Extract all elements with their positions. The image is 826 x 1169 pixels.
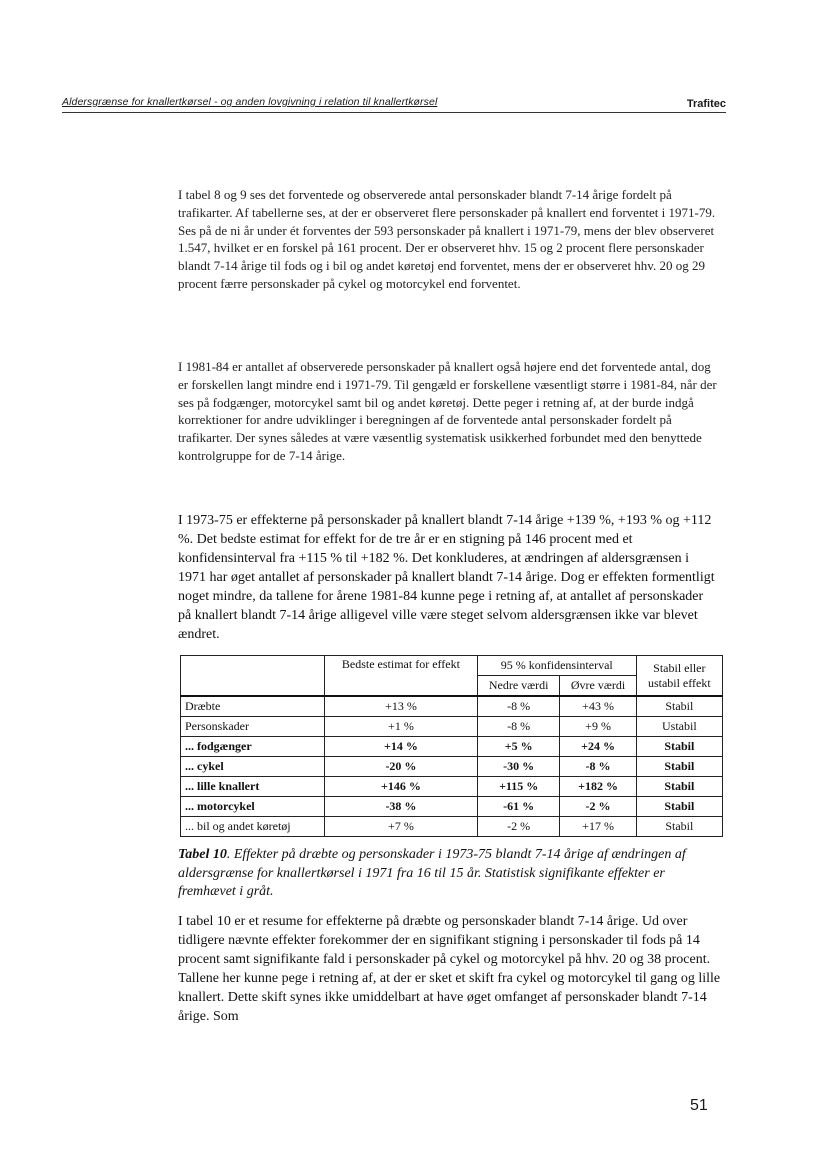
paragraph-2: I 1981-84 er antallet af observerede personskader på knallert også højere end det forventede antal, dog er forskellen langt mindre end i 1971-79. Til gengæld er forskellene væsentligt større i 1981-84, når der ses på fodgænger, motorcykel samt bil og andet køretøj. Dette peger i retning af, at der burde indgå korrektioner for andre udviklinger i beregningen af de forventede antal personskader fordelt på trafikarter. Der synes således at være væsentlig systematisk usikkerhed forbundet med den benyttede kontrolgruppe for de 7-14 årige. (178, 359, 717, 463)
row-label: ... motorcykel (181, 797, 325, 817)
row-label: ... fodgænger (181, 737, 325, 757)
stability-cell: Stabil (636, 817, 722, 837)
upper-cell: -2 % (560, 797, 636, 817)
caption-text: . Effekter på dræbte og personskader i 1973-75 blandt 7-14 årige af ændringen af aldersgrænse for knallertkørsel i 1971 fra 16 til 15 år. Statistisk signifikante effekter er fremhævet i gråt. (178, 847, 686, 899)
lower-cell: -8 % (477, 696, 560, 717)
stability-cell: Stabil (636, 737, 722, 757)
table-row (181, 797, 723, 817)
best-estimate-cell: +13 % (325, 696, 478, 717)
lower-cell: -61 % (477, 797, 560, 817)
lower-cell: -2 % (477, 817, 560, 837)
effects-table (180, 655, 723, 837)
lower-cell: +115 % (477, 777, 560, 797)
header-stability (636, 656, 722, 697)
header-best-estimate: Bedste estimat for effekt (325, 656, 478, 697)
running-header (62, 92, 726, 113)
paragraph-3: I 1973-75 er effekterne på personskader på knallert blandt 7-14 årige +139 %, +193 % og +112 %. Det bedste estimat for effekt for de tre år er en stigning på 146 procent med et konfidensinterval fra +115 % til +182 %. Det konkluderes, at ændringen af aldersgrænsen i 1971 har øget antallet af personskader på knallert blandt 7-14 årige. Dog er effekten formentligt noget mindre, da tallene for årene 1981-84 kunne pege i retning af, at antallet af personskader på knallert blandt 7-14 årige alligevel ville være steget selvom aldersgrænsen ikke var blevet ændret. (178, 513, 715, 642)
upper-cell: +17 % (560, 817, 636, 837)
upper-cell: +24 % (560, 737, 636, 757)
lower-cell: -30 % (477, 757, 560, 777)
row-label: Personskader (181, 717, 325, 737)
header-stability-line1: Stabil eller (653, 660, 706, 675)
upper-cell: +9 % (560, 717, 636, 737)
best-estimate-cell: +14 % (325, 737, 478, 757)
header-empty-cell (181, 656, 325, 697)
paragraph-4: I tabel 10 er et resume for effekterne på dræbte og personskader blandt 7-14 årige. Ud over tidligere nævnte effekter forekommer der en signifikant stigning i personskader til fods på 14 procent samt signifikante fald i personskader på cykel og motorcykel på hhv. 20 og 38 procent. Tallene her kunne pege i retning af, at der er sket et skift fra cykel og motorcykel til gang og lille knallert. Dette skift synes ikke umiddelbart at have øget omfanget af personskader blandt 7-14 årige. Som (178, 914, 721, 1024)
header-confidence-interval: 95 % konfidensinterval (477, 656, 636, 676)
table-row (181, 817, 723, 837)
upper-cell: +182 % (560, 777, 636, 797)
best-estimate-cell: +1 % (325, 717, 478, 737)
row-label: ... bil og andet køretøj (181, 817, 325, 837)
stability-cell: Stabil (636, 696, 722, 717)
stability-cell: Stabil (636, 797, 722, 817)
caption-label: Tabel 10 (178, 847, 227, 862)
table-row (181, 696, 723, 717)
upper-cell: -8 % (560, 757, 636, 777)
row-label: Dræbte (181, 696, 325, 717)
stability-cell: Stabil (636, 777, 722, 797)
table-row (181, 757, 723, 777)
best-estimate-cell: +146 % (325, 777, 478, 797)
header-title: Aldersgrænse for knallertkørsel - og anden lovgivning i relation til knallertkørsel (62, 96, 438, 108)
table-row (181, 777, 723, 797)
table-header-row (181, 656, 723, 676)
stability-cell: Ustabil (636, 717, 722, 737)
row-label: ... lille knallert (181, 777, 325, 797)
paragraph-1: I tabel 8 og 9 ses det forventede og observerede antal personskader blandt 7-14 årige fordelt på trafikarter. Af tabellerne ses, at der er observeret flere personskader på knallert end forventet i 1971-79. Ses på de ni år under ét forventes der 593 personskader på knallert i 1971-79, mens der blev observeret 1.547, hvilket er en forskel på 161 procent. Der er observeret hhv. 15 og 2 procent flere personskader blandt 7-14 årige til fods og i bil og andet køretøj end forventet, mens der er observeret hhv. 20 og 29 procent færre personskader på cykel og motorcykel end forventet. (178, 187, 716, 291)
best-estimate-cell: -38 % (325, 797, 478, 817)
table-row (181, 717, 723, 737)
table-row (181, 737, 723, 757)
header-lower: Nedre værdi (477, 676, 560, 697)
page-number: 51 (690, 1097, 708, 1114)
header-stability-line2: ustabil effekt (647, 675, 711, 690)
best-estimate-cell: -20 % (325, 757, 478, 777)
stability-cell: Stabil (636, 757, 722, 777)
header-upper: Øvre værdi (560, 676, 636, 697)
best-estimate-cell: +7 % (325, 817, 478, 837)
lower-cell: +5 % (477, 737, 560, 757)
table-caption (178, 846, 723, 902)
lower-cell: -8 % (477, 717, 560, 737)
header-brand: Trafitec (686, 98, 726, 110)
upper-cell: +43 % (560, 696, 636, 717)
row-label: ... cykel (181, 757, 325, 777)
